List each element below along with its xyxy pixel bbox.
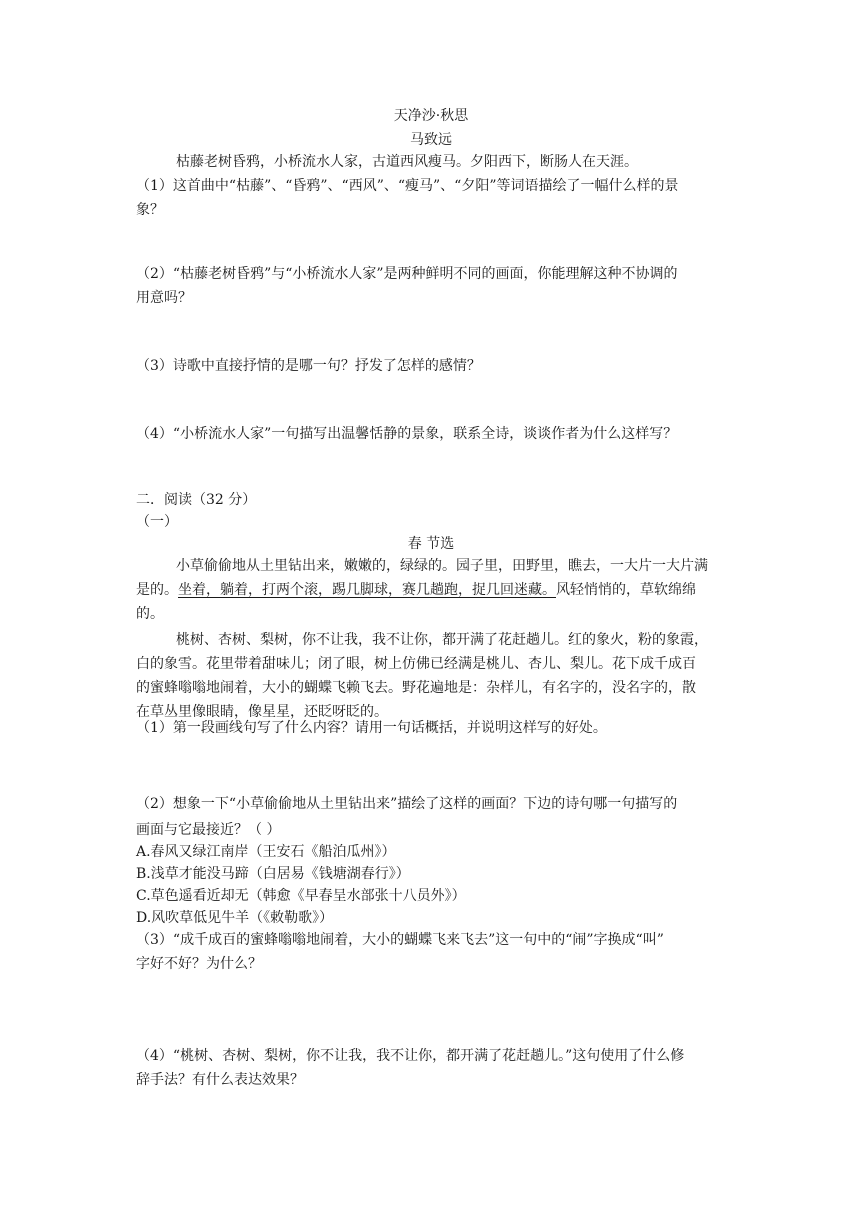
passage-title: 春 节选 <box>407 536 455 552</box>
para1-line-2-suffix: 风轻悄悄的，草软绵绵 <box>556 582 696 598</box>
poem-question-2-line-2: 用意吗？ <box>136 290 192 306</box>
para1-line-2 <box>136 578 736 602</box>
sub-heading: （一） <box>136 514 178 530</box>
reading-question-1: （1）第一段画线句写了什么内容？请用一句话概括，并说明这样写的好处。 <box>136 720 607 736</box>
underlined-sentence: 坐着，躺着，打两个滚，踢几脚球，赛几趟跑，捉几回迷藏。 <box>178 582 556 598</box>
para2-line-1: 桃树、杏树、梨树，你不让我，我不让你，都开满了花赶趟儿。红的象火，粉的象霞， <box>176 632 708 648</box>
reading-question-4-line-1: （4）“桃树、杏树、梨树，你不让我，我不让你，都开满了花赶趟儿。”这句使用了什么修 <box>136 1048 685 1064</box>
option-b: B.浅草才能没马蹄（白居易《钱塘湖春行》） <box>136 866 410 882</box>
poem-question-1-line-1: （1）这首曲中“枯藤”、“昏鸦”、“西风”、“瘦马”、“夕阳”等词语描绘了一幅什么样的景 <box>136 178 679 194</box>
reading-question-3-line-1: （3）“成千成百的蜜蜂嗡嗡地闹着，大小的蝴蝶飞来飞去”这一句中的“闹”字换成“叫” <box>136 932 664 948</box>
poem-text: 枯藤老树昏鸦，小桥流水人家，古道西风瘦马。夕阳西下，断肠人在天涯。 <box>176 154 638 170</box>
reading-question-4-line-2: 辞手法？有什么表达效果？ <box>136 1072 304 1088</box>
option-a: A.春风又绿江南岸（王安石《船泊瓜州》） <box>136 844 396 860</box>
poem-author: 马致远 <box>410 132 452 148</box>
option-c: C.草色遥看近却无（韩愈《早春呈水部张十八员外》） <box>136 888 466 904</box>
poem-question-4: （4）“小桥流水人家”一句描写出温馨恬静的景象，联系全诗，谈谈作者为什么这样写？ <box>136 426 678 442</box>
para1-line-1: 小草偷偷地从土里钻出来，嫩嫩的，绿绿的。园子里，田野里，瞧去，一大片一大片满 <box>176 558 708 574</box>
para2-line-3: 的蜜蜂嗡嗡地闹着，大小的蝴蝶飞赖飞去。野花遍地是：杂样儿，有名字的，没名字的，散 <box>136 680 696 696</box>
para1-line-2-prefix: 是的。 <box>136 582 178 598</box>
poem-title: 天净沙·秋思 <box>393 108 469 124</box>
para1-line-3: 的。 <box>136 606 164 622</box>
reading-question-3-line-2: 字好不好？为什么？ <box>136 956 262 972</box>
poem-question-3: （3）诗歌中直接抒情的是哪一句？抒发了怎样的感情？ <box>136 358 481 374</box>
reading-question-2-line-2: 画面与它最接近？（ ） <box>136 822 281 838</box>
para2-line-4: 在草丛里像眼睛，像星星，还眨呀眨的。 <box>136 704 388 720</box>
section-heading: 二．阅读（32 分） <box>136 492 257 508</box>
poem-question-2-line-1: （2）“枯藤老树昏鸦”与“小桥流水人家”是两种鲜明不同的画面，你能理解这种不协调的 <box>136 266 678 282</box>
poem-question-1-line-2: 象？ <box>136 202 164 218</box>
option-d: D.风吹草低见牛羊（《敕勒歌》） <box>136 910 334 926</box>
reading-question-2-line-1: （2）想象一下“小草偷偷地从土里钻出来”描绘了这样的画面？下边的诗句哪一句描写的 <box>136 796 678 812</box>
para2-line-2: 白的象雪。花里带着甜味儿；闭了眼，树上仿佛已经满是桃儿、杏儿、梨儿。花下成千成百 <box>136 656 696 672</box>
